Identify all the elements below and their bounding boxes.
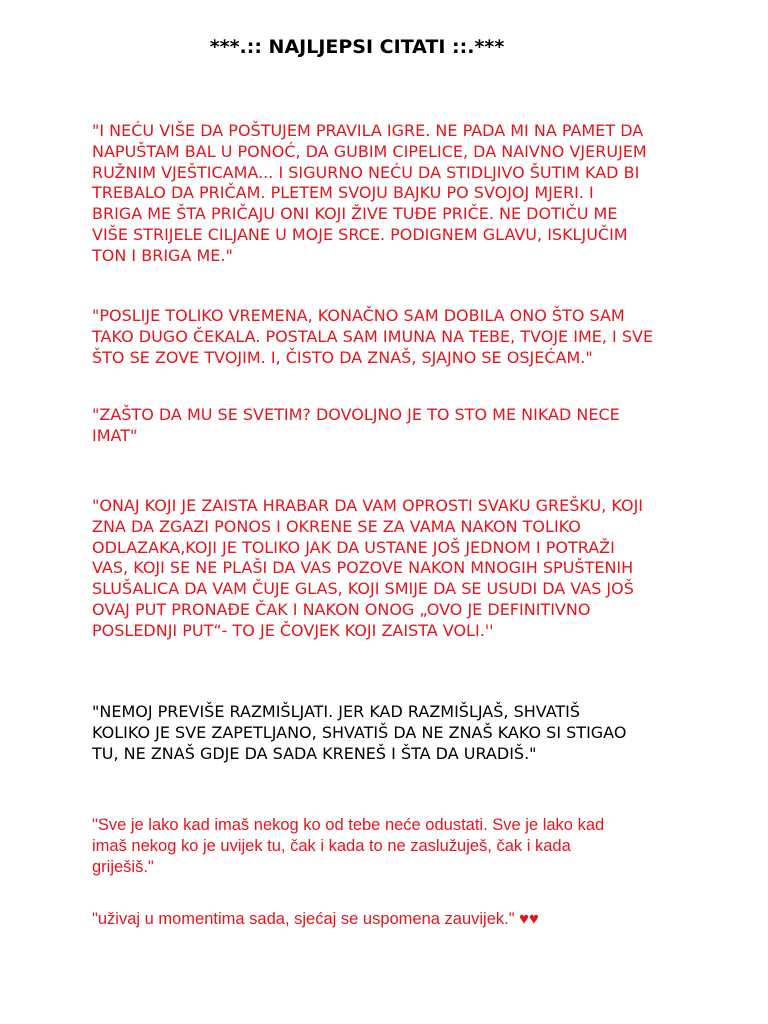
quote-7: "uživaj u momentima sada, sjećaj se uspomena zauvijek." ♥♥	[92, 910, 539, 928]
page-title: ***.:: NAJLJEPSI CITATI ::.***	[209, 36, 505, 58]
quote-6: "Sve je lako kad imaš nekog ko od tebe neće odustati. Sve je lako kad imaš nekog ko je uvijek tu, čak i kada to ne zaslužuješ, čak i kada griješiš."	[92, 816, 605, 876]
quote-5: "NEMOJ PREVIŠE RAZMIŠLJATI. JER KAD RAZMIŠLJAŠ, SHVATIŠ KOLIKO JE SVE ZAPETLJANO, SHVATIŠ DA NE ZNAŠ KAKO SI STIGAO TU, NE ZNAŠ GDJE DA SADA KRENEŠ I ŠTA DA URADIŠ."	[92, 702, 627, 763]
quote-2: "POSLIJE TOLIKO VREMENA, KONAČNO SAM DOBILA ONO ŠTO SAM TAKO DUGO ČEKALA. POSTALA SAM IMUNA NA TEBE, TVOJE IME, I SVE ŠTO SE ZOVE TVOJIM. I, ČISTO DA ZNAŠ, SJAJNO SE OSJEĆAM."	[92, 306, 654, 367]
quote-3: "ZAŠTO DA MU SE SVETIM? DOVOLJNO JE TO STO ME NIKAD NECE IMAT"	[92, 405, 620, 445]
quote-4: "ONAJ KOJI JE ZAISTA HRABAR DA VAM OPROSTI SVAKU GREŠKU, KOJI ZNA DA ZGAZI PONOS I OKRENE SE ZA VAMA NAKON TOLIKO ODLAZAKA,KOJI JE TOLIKO JAK DA USTANE JOŠ JEDNOM I POTRAŽI VAS, KOJI SE NE PLAŠI DA VAS POZOVE NAKON MNOGIH SPUŠTENIH SLUŠALICA DA VAM ČUJE GLAS, KOJI SMIJE DA SE USUDI DA VAS JOŠ OVAJ PUT PRONAĐE ČAK I NAKON ONOG „OVO JE DEFINITIVNO POSLEDNJI PUT“- TO JE ČOVJEK KOJI ZAISTA VOLI.''	[92, 496, 644, 640]
quote-1: "I NEĆU VIŠE DA POŠTUJEM PRAVILA IGRE. NE PADA MI NA PAMET DA NAPUŠTAM BAL U PONOĆ, DA GUBIM CIPELICE, DA NAIVNO VJERUJEM RUŽNIM VJEŠTICAMA... I SIGURNO NEĆU DA STIDLJIVO ŠUTIM KAD BI TREBALO DA PRIČAM. PLETEM SVOJU BAJKU PO SVOJOJ MJERI. I BRIGA ME ŠTA PRIČAJU ONI KOJI ŽIVE TUĐE PRIČE. NE DOTIČU ME VIŠE STRIJELE CILJANE U MOJE SRCE. PODIGNEM GLAVU, ISKLJUČIM TON I BRIGA ME."	[92, 121, 647, 265]
